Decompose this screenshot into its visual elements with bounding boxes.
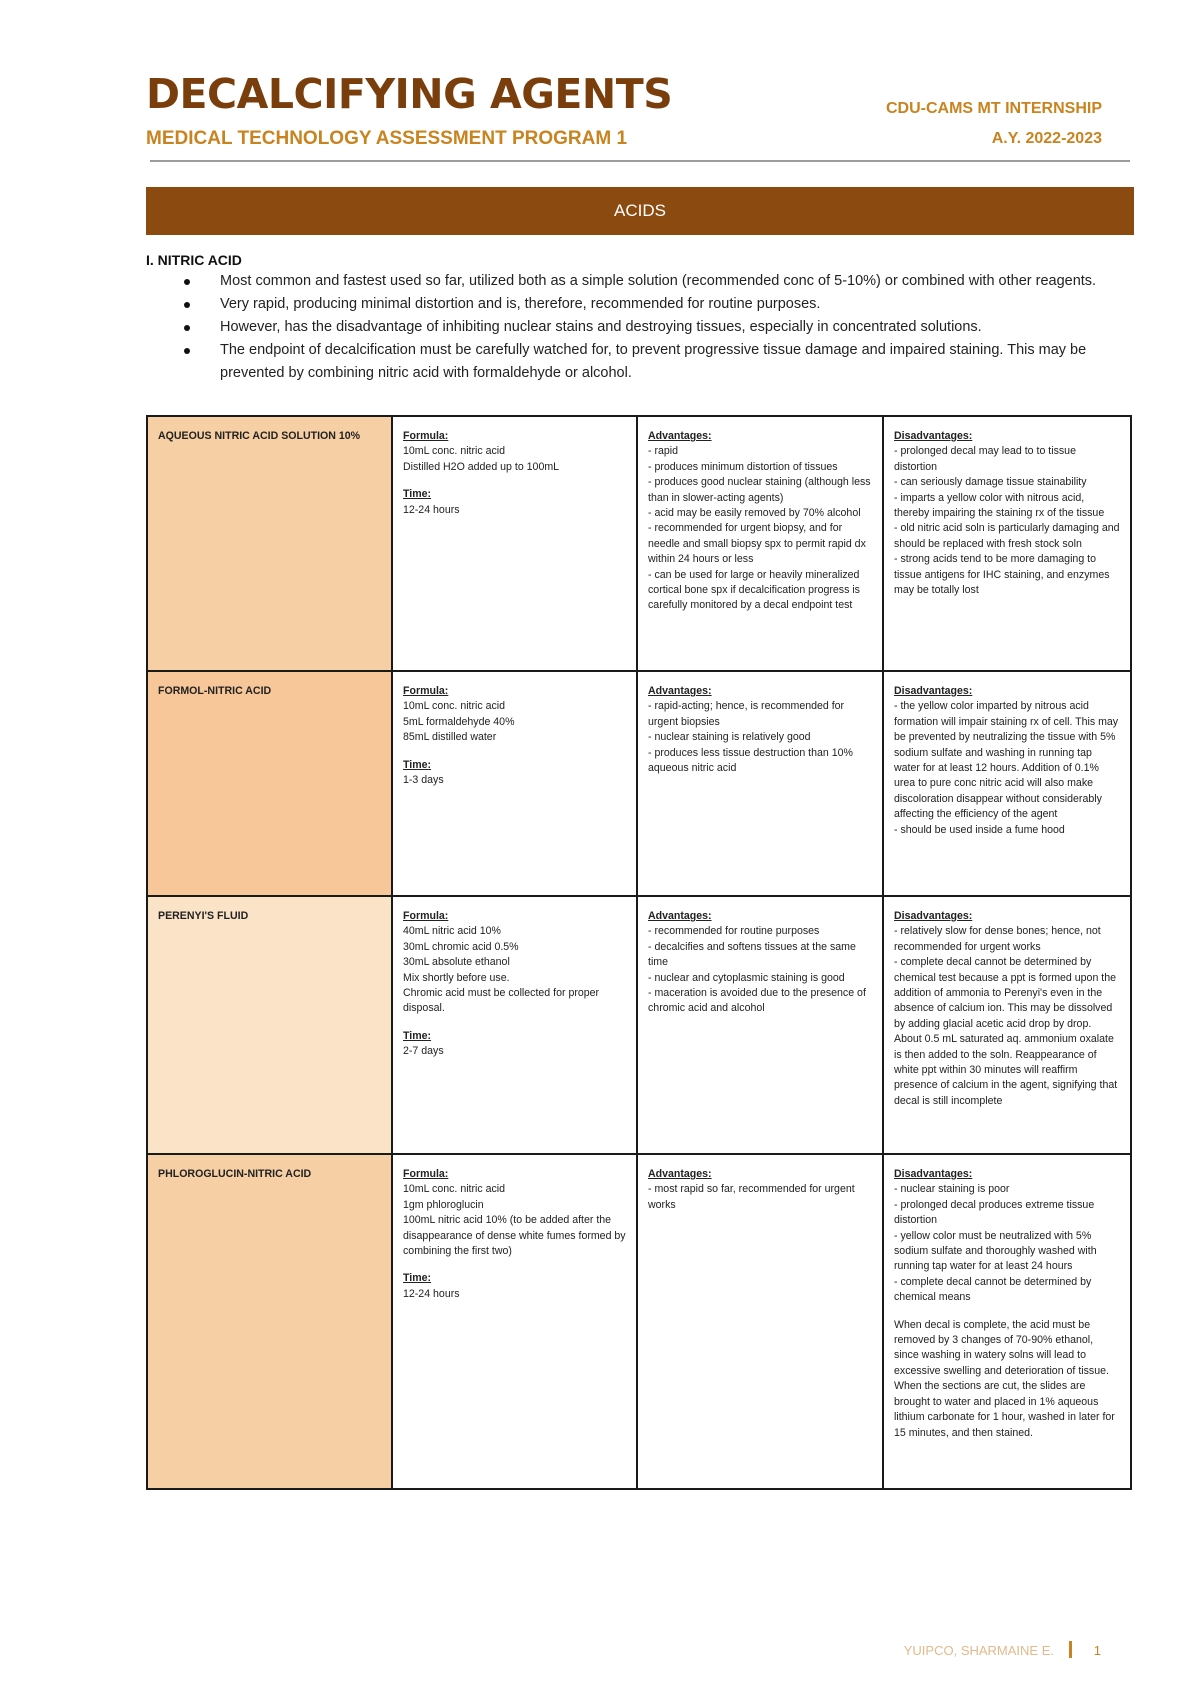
formula-label: Formula: [403, 910, 449, 922]
bullet-list [176, 270, 1136, 385]
footer-author: YUIPCO, SHARMAINE E. [903, 1643, 1054, 1658]
advantage-item: - acid may be easily removed by 70% alcohol [648, 507, 861, 520]
organization-label: CDU-CAMS MT INTERNSHIP [886, 100, 1102, 117]
time-label: Time: [403, 1029, 432, 1042]
agent-name-cell: FORMOL-NITRIC ACID [147, 671, 392, 896]
disadvantage-item: - relatively slow for dense bones; hence, not recommended for urgent works [894, 925, 1101, 953]
formula-line: 30mL absolute ethanol [403, 956, 510, 969]
bullet-icon [184, 302, 190, 308]
formula-line: Distilled H2O added up to 100mL [403, 460, 560, 473]
advantages-cell [637, 1154, 883, 1489]
page-title: DECALCIFYING AGENTS [146, 70, 673, 118]
formula-cell [392, 1154, 637, 1489]
disadvantages-cell [883, 1154, 1131, 1489]
time-label: Time: [403, 1272, 432, 1285]
formula-cell [392, 896, 637, 1154]
disadvantages-label: Disadvantages: [894, 685, 973, 697]
spacer [403, 1017, 626, 1029]
academic-year-label: A.Y. 2022-2023 [991, 130, 1102, 147]
advantage-item: - can be used for large or heavily mineralized cortical bone spx if decalcification progress is carefully monitored by a decal endpoint test [648, 568, 860, 612]
spacer [894, 1306, 1120, 1318]
spacer [403, 1259, 626, 1271]
disadvantage-item: - complete decal cannot be determined by chemical means [894, 1275, 1092, 1304]
disadvantage-item: - nuclear staining is poor [894, 1183, 1010, 1196]
advantage-item: - recommended for routine purposes [648, 925, 820, 938]
formula-line: 10mL conc. nitric acid [403, 445, 506, 458]
disadvantages-cell [883, 416, 1131, 671]
disadvantage-item: - should be used inside a fume hood [894, 823, 1065, 836]
disadvantage-item: - complete decal cannot be determined by chemical test because a ppt is formed upon the addition of ammonia to Perenyi's even in the absence of calcium ion. This may be dissolved by adding glacial acetic acid drop by drop. About 0.5 mL saturated aq. ammonium oxalate is then added to the soln. Reappearance of white ppt within 30 minutes will reaffirm presence of calcium in the agent, signifying that decal is still incomplete [894, 956, 1118, 1107]
formula-label: Formula: [403, 685, 449, 697]
disadvantage-item: - prolonged decal produces extreme tissue distortion [894, 1198, 1095, 1227]
agents-table [146, 415, 1132, 1490]
disadvantages-label: Disadvantages: [894, 430, 973, 442]
advantage-item: - nuclear staining is relatively good [648, 731, 811, 744]
disadvantage-item: - can seriously damage tissue stainability [894, 476, 1087, 489]
formula-label: Formula: [403, 1168, 449, 1180]
formula-cell [392, 671, 637, 896]
advantages-label: Advantages: [648, 1168, 712, 1180]
advantage-item: - nuclear and cytoplasmic staining is good [648, 971, 845, 984]
formula-line: 1gm phloroglucin [403, 1198, 484, 1211]
advantage-item: - rapid-acting; hence, is recommended for urgent biopsies [648, 700, 845, 728]
time-value: 2-7 days [403, 1045, 444, 1058]
formula-line: 10mL conc. nitric acid [403, 1183, 506, 1196]
advantage-item: - recommended for urgent biopsy, and for needle and small biopsy spx to permit rapid dx within 24 hours or less [648, 522, 866, 566]
bullet-icon [184, 325, 190, 331]
formula-line: 5mL formaldehyde 40% [403, 715, 515, 728]
formula-line: Chromic acid must be collected for proper disposal. [403, 987, 600, 1015]
bullet-item [176, 293, 1136, 316]
advantage-item: - maceration is avoided due to the presence of chromic acid and alcohol [648, 987, 866, 1015]
bullet-item [176, 339, 1136, 385]
disadvantage-item: - prolonged decal may lead to to tissue distortion [894, 445, 1076, 473]
table-row [147, 416, 1131, 671]
advantages-cell [637, 896, 883, 1154]
advantage-item: - produces less tissue destruction than 10% aqueous nitric acid [648, 746, 853, 775]
page-subtitle: MEDICAL TECHNOLOGY ASSESSMENT PROGRAM 1 [146, 128, 628, 149]
bullet-text: The endpoint of decalcification must be carefully watched for, to prevent progressive tissue damage and impaired staining. This may be prevented by combining nitric acid with formaldehyde or alcohol. [220, 342, 1087, 381]
disadvantages-label: Disadvantages: [894, 1168, 973, 1180]
time-label: Time: [403, 758, 432, 771]
formula-line: 85mL distilled water [403, 731, 497, 744]
disadvantages-label: Disadvantages: [894, 910, 973, 922]
bullet-item [176, 270, 1136, 293]
disadvantage-item: - old nitric acid soln is particularly damaging and should be replaced with fresh stock soln [894, 522, 1120, 550]
advantages-label: Advantages: [648, 685, 712, 697]
bullet-icon [184, 279, 190, 285]
time-value: 1-3 days [403, 774, 444, 787]
formula-line: 10mL conc. nitric acid [403, 700, 506, 713]
table-row [147, 896, 1131, 1154]
formula-line: 40mL nitric acid 10% [403, 925, 501, 938]
table-row [147, 671, 1131, 896]
section-banner-label: ACIDS [614, 201, 666, 220]
formula-line: 30mL chromic acid 0.5% [403, 940, 519, 953]
disadvantages-note: When decal is complete, the acid must be removed by 3 changes of 70-90% ethanol, since washing in watery solns will lead to excessive swelling and deterioration of tissue. When the sections are cut, the slides are brought to water and placed in 1% aqueous lithium carbonate for 1 hour, washed in later for 15 minutes, and then stained. [894, 1318, 1115, 1439]
formula-line: 100mL nitric acid 10% (to be added after the disappearance of dense white fumes formed by combining the first two) [403, 1214, 626, 1258]
bullet-text: Most common and fastest used so far, utilized both as a simple solution (recommended conc of 5-10%) or combined with other reagents. [220, 273, 1097, 289]
bullet-item [176, 316, 1136, 339]
page-number: 1 [1093, 1643, 1101, 1658]
footer-divider [1069, 1641, 1072, 1658]
disadvantage-item: - strong acids tend to be more damaging to tissue antigens for IHC staining, and enzymes may be totally lost [894, 553, 1110, 597]
time-value: 12-24 hours [403, 503, 460, 516]
table-row [147, 1154, 1131, 1489]
advantage-item: - produces minimum distortion of tissues [648, 460, 838, 473]
disadvantage-item: - yellow color must be neutralized with 5% sodium sulfate and thoroughly washed with running tap water for at least 24 hours [894, 1229, 1097, 1273]
advantage-item: - produces good nuclear staining (although less than in slower-acting agents) [648, 476, 871, 504]
advantages-label: Advantages: [648, 910, 712, 922]
bullet-text: However, has the disadvantage of inhibiting nuclear stains and destroying tissues, especially in concentrated solutions. [220, 319, 982, 335]
formula-cell [392, 416, 637, 671]
disadvantages-cell [883, 896, 1131, 1154]
formula-label: Formula: [403, 430, 449, 442]
section-heading: I. NITRIC ACID [146, 252, 242, 268]
section-banner [146, 187, 1134, 235]
advantages-cell [637, 671, 883, 896]
disadvantage-item: - the yellow color imparted by nitrous acid formation will impair staining rx of cell. This may be prevented by neutralizing the tissue with 5% sodium sulfate and washing in running tap water for at least 12 hours. Addition of 0.1% urea to pure conc nitric acid will also make discoloration disappear without considerably affecting the efficiency of the agent [894, 700, 1119, 821]
header-divider [150, 160, 1130, 162]
time-value: 12-24 hours [403, 1287, 460, 1300]
advantage-item: - most rapid so far, recommended for urgent works [648, 1183, 855, 1211]
advantage-item: - decalcifies and softens tissues at the same time [648, 940, 856, 969]
advantages-label: Advantages: [648, 430, 712, 442]
bullet-icon [184, 348, 190, 354]
agent-name-cell: PERENYI'S FLUID [147, 896, 392, 1154]
formula-line: Mix shortly before use. [403, 971, 510, 984]
advantages-cell [637, 416, 883, 671]
bullet-text: Very rapid, producing minimal distortion and is, therefore, recommended for routine purposes. [220, 296, 821, 312]
agent-name-cell: AQUEOUS NITRIC ACID SOLUTION 10% [147, 416, 392, 671]
advantage-item: - rapid [648, 445, 679, 458]
time-label: Time: [403, 488, 432, 501]
spacer [403, 475, 626, 487]
agent-name-cell: PHLOROGLUCIN-NITRIC ACID [147, 1154, 392, 1489]
disadvantage-item: - imparts a yellow color with nitrous acid, thereby impairing the staining rx of the tissue [894, 491, 1105, 520]
spacer [403, 746, 626, 758]
disadvantages-cell [883, 671, 1131, 896]
